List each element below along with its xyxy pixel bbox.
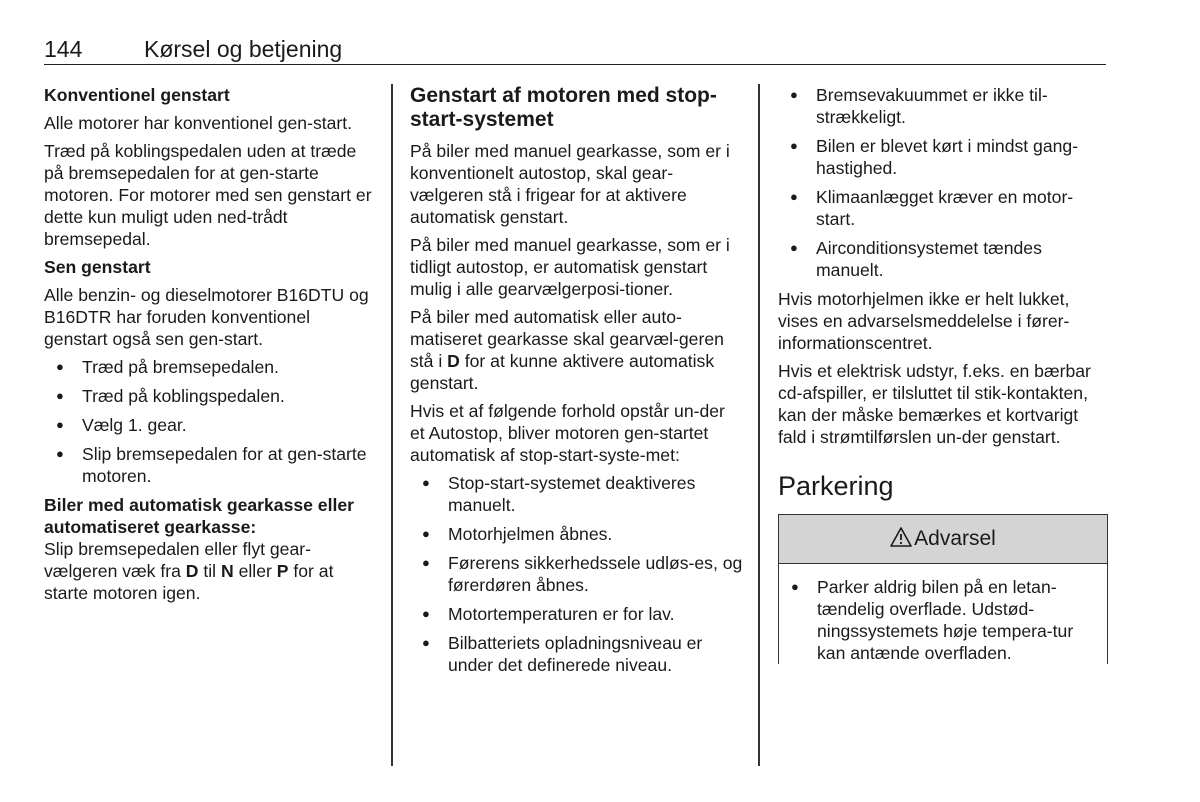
paragraph: På biler med manuel gearkasse, som er i konventionelt autostop, skal gear-vælgeren stå i frigear for at aktivere automatisk genstart. [410,141,730,227]
subheading-konventionel: Konventionel genstart [44,85,230,105]
list-item: ● Slip bremsepedalen for at gen-starte motoren. [44,443,378,487]
list-item: ● Bilbatteriets opladningsniveau er under det definerede niveau. [410,632,744,676]
column-2 [410,84,744,683]
bullet-list [44,356,378,487]
subheading-automatisk: Biler med automatisk gearkasse eller automatiseret gearkasse: [44,495,355,537]
page-number: 144 [44,36,83,62]
section-heading-parkering: Parkering [778,471,894,501]
warning-title: Advarsel [914,527,996,550]
list-item: ● Bremsevakuummet er ikke til-strækkeligt. [778,84,1108,128]
column-3 [778,84,1108,671]
column-divider [758,84,760,766]
column-1 [44,84,378,610]
page-header [44,36,1106,65]
paragraph: Hvis et elektrisk udstyr, f.eks. en bærbar cd-afspiller, er tilsluttet til stik-kontakten, kan der måske bemærkes et kortvarigt fald i strømtilførslen un-der genstart. [778,361,1091,447]
list-item: ● Motorhjelmen åbnes. [410,523,744,545]
list-item: ● Førerens sikkerhedssele udløs-es, og førerdøren åbnes. [410,552,744,596]
bullet-list [410,472,744,676]
list-item: ● Bilen er blevet kørt i mindst gang-hastighed. [778,135,1108,179]
list-item: ● Stop-start-systemet deaktiveres manuelt. [410,472,744,516]
paragraph: Slip bremsepedalen eller flyt gear-vælgeren væk fra D til N eller P for at starte motoren igen. [44,539,334,603]
paragraph: Hvis et af følgende forhold opstår un-der et Autostop, bliver motoren gen-startet automatisk af stop-start-syste-met: [410,401,725,465]
list-item: ● Klimaanlægget kræver en motor-start. [778,186,1108,230]
list-item: ● Airconditionsystemet tændes manuelt. [778,237,1108,281]
paragraph: Træd på koblingspedalen uden at træde på bremsepedalen for at gen-starte motoren. For motorer med sen genstart er dette kun muligt uden ned-trådt bremsepedal. [44,141,372,249]
column-divider [391,84,393,766]
bullet-list [779,576,1095,664]
list-item: ● Vælg 1. gear. [44,414,378,436]
warning-triangle-icon [890,527,912,552]
bullet-list [778,84,1108,281]
subheading-sen-genstart: Sen genstart [44,257,151,277]
paragraph: På biler med automatisk eller auto-matiseret gearkasse skal gearvæl-geren stå i D for at kunne aktivere automatisk genstart. [410,307,724,393]
section-title: Kørsel og betjening [144,36,343,62]
paragraph: Alle benzin- og dieselmotorer B16DTU og B16DTR har foruden konventionel genstart også sen gen-start. [44,285,369,349]
warning-body [779,564,1107,664]
paragraph: Alle motorer har konventionel gen-start. [44,113,353,133]
list-item: ● Motortemperaturen er for lav. [410,603,744,625]
list-item: ● Træd på koblingspedalen. [44,385,378,407]
warning-box [778,514,1108,664]
paragraph: Hvis motorhjelmen ikke er helt lukket, vises en advarselsmeddelelse i fører-informationscentret. [778,289,1070,353]
paragraph: På biler med manuel gearkasse, som er i tidligt autostop, er automatisk genstart mulig i alle gearvælgerposi-tioner. [410,235,730,299]
heading-stop-start: Genstart af motoren med stop-start-systemet [410,84,717,131]
list-item: ● Parker aldrig bilen på en letan-tændelig overflade. Udstød-ningssystemets høje tempera-tur kan antænde overfladen. [779,576,1095,664]
list-item: ● Træd på bremsepedalen. [44,356,378,378]
warning-header [779,515,1107,564]
